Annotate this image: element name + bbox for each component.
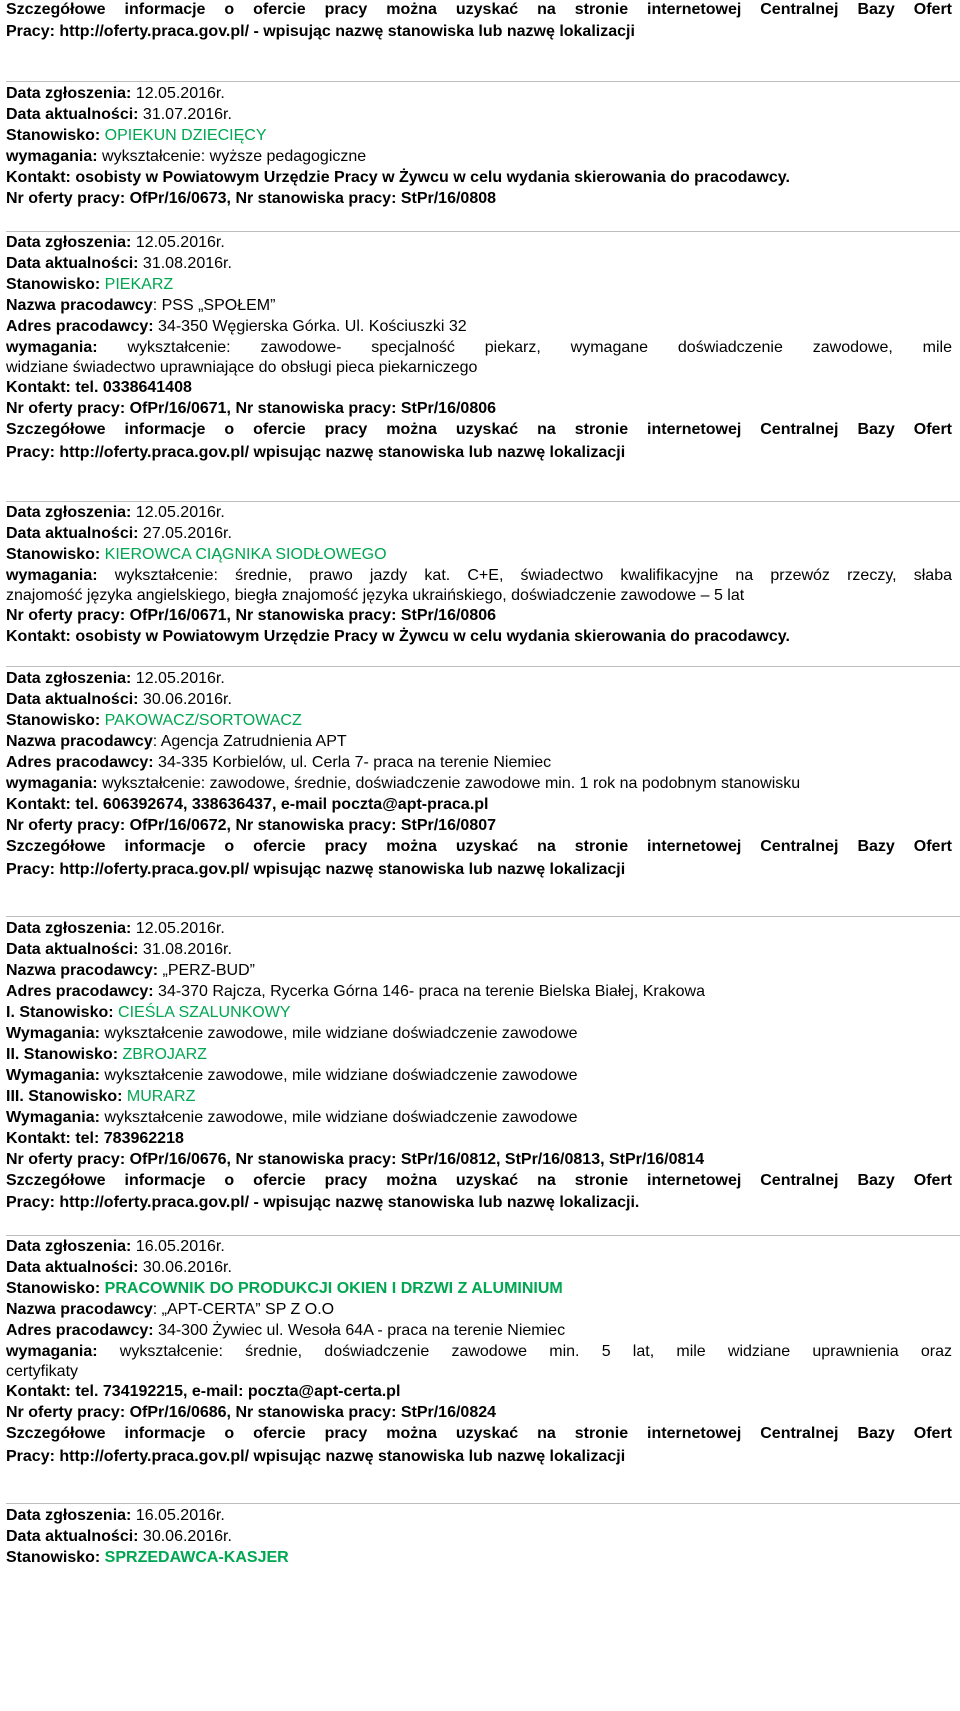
info-line: Pracy: http://oferty.praca.gov.pl/ - wpisując nazwę stanowiska lub nazwę lokalizacji. [6, 1194, 640, 1211]
contact: Kontakt: tel. 0338641408 [6, 379, 192, 396]
submission-date: Data zgłoszenia: 12.05.2016r. [6, 504, 225, 521]
position: Stanowisko: OPIEKUN DZIECIĘCY [6, 127, 267, 144]
update-date: Data aktualności: 30.06.2016r. [6, 691, 232, 708]
requirements: wymagania: wykształcenie: średnie, prawo jazdy kat. C+E, świadectwo kwalifikacyjne na przewóz rzeczy, słaba [6, 567, 952, 584]
update-date: Data aktualności: 30.06.2016r. [6, 1259, 232, 1276]
info-line: Szczegółowe informacje o ofercie pracy można uzyskać na stronie internetowej Centralnej Bazy Ofert [6, 1, 952, 18]
separator [6, 666, 960, 667]
employer-address: Adres pracodawcy: 34-350 Węgierska Górka. Ul. Kościuszki 32 [6, 318, 467, 335]
contact: Kontakt: tel. 606392674, 338636437, e-mail poczta@apt-praca.pl [6, 796, 489, 813]
position: Stanowisko: PRACOWNIK DO PRODUKCJI OKIEN I DRZWI Z ALUMINIUM [6, 1280, 563, 1297]
separator [6, 501, 960, 502]
position: Stanowisko: PIEKARZ [6, 276, 174, 293]
offer-number: Nr oferty pracy: OfPr/16/0676, Nr stanowiska pracy: StPr/16/0812, StPr/16/0813, StPr/16/0814 [6, 1151, 705, 1168]
employer-address: Adres pracodawcy: 34-300 Żywiec ul. Wesoła 64A - praca na terenie Niemiec [6, 1322, 566, 1339]
requirements: wymagania: wykształcenie: wyższe pedagogiczne [6, 148, 367, 165]
contact: Kontakt: osobisty w Powiatowym Urzędzie Pracy w Żywcu w celu wydania skierowania do pracodawcy. [6, 169, 790, 186]
employer-name: Nazwa pracodawcy: „APT-CERTA” SP Z O.O [6, 1301, 335, 1318]
update-date: Data aktualności: 31.07.2016r. [6, 106, 232, 123]
requirements-continued: znajomość języka angielskiego, biegła znajomość języka ukraińskiego, doświadczenie zawodowe – 5 lat [6, 587, 745, 604]
position: Stanowisko: PAKOWACZ/SORTOWACZ [6, 712, 302, 729]
submission-date: Data zgłoszenia: 12.05.2016r. [6, 234, 225, 251]
info-line: Pracy: http://oferty.praca.gov.pl/ - wpisując nazwę stanowiska lub nazwę lokalizacji [6, 23, 635, 40]
position-2: II. Stanowisko: ZBROJARZ [6, 1046, 207, 1063]
offer-number: Nr oferty pracy: OfPr/16/0673, Nr stanowiska pracy: StPr/16/0808 [6, 190, 497, 207]
update-date: Data aktualności: 30.06.2016r. [6, 1528, 232, 1545]
requirements-continued: certyfikaty [6, 1363, 79, 1380]
employer-name: Nazwa pracodawcy: Agencja Zatrudnienia APT [6, 733, 347, 750]
position-1: I. Stanowisko: CIEŚLA SZALUNKOWY [6, 1004, 291, 1021]
update-date: Data aktualności: 31.08.2016r. [6, 941, 232, 958]
info-line: Szczegółowe informacje o ofercie pracy można uzyskać na stronie internetowej Centralnej Bazy Ofert [6, 1425, 952, 1442]
requirements-continued: widziane świadectwo uprawniające do obsługi pieca piekarniczego [6, 359, 478, 376]
requirements: Wymagania: wykształcenie zawodowe, mile widziane doświadczenie zawodowe [6, 1067, 578, 1084]
info-line: Szczegółowe informacje o ofercie pracy można uzyskać na stronie internetowej Centralnej Bazy Ofert [6, 1172, 952, 1189]
offer-number: Nr oferty pracy: OfPr/16/0671, Nr stanowiska pracy: StPr/16/0806 [6, 400, 497, 417]
employer-name: Nazwa pracodawcy: „PERZ-BUD” [6, 962, 255, 979]
requirements: Wymagania: wykształcenie zawodowe, mile widziane doświadczenie zawodowe [6, 1025, 578, 1042]
update-date: Data aktualności: 27.05.2016r. [6, 525, 232, 542]
submission-date: Data zgłoszenia: 16.05.2016r. [6, 1238, 225, 1255]
requirements: wymagania: wykształcenie: zawodowe, średnie, doświadczenie zawodowe min. 1 rok na podobnym stanowisku [6, 775, 801, 792]
employer-address: Adres pracodawcy: 34-370 Rajcza, Rycerka Górna 146- praca na terenie Bielska Białej, Krakowa [6, 983, 705, 1000]
info-line: Szczegółowe informacje o ofercie pracy można uzyskać na stronie internetowej Centralnej Bazy Ofert [6, 421, 952, 438]
update-date: Data aktualności: 31.08.2016r. [6, 255, 232, 272]
info-line: Pracy: http://oferty.praca.gov.pl/ wpisując nazwę stanowiska lub nazwę lokalizacji [6, 1448, 626, 1465]
employer-name: Nazwa pracodawcy: PSS „SPOŁEM” [6, 297, 276, 314]
separator [6, 1235, 960, 1236]
info-line: Szczegółowe informacje o ofercie pracy można uzyskać na stronie internetowej Centralnej Bazy Ofert [6, 838, 952, 855]
employer-address: Adres pracodawcy: 34-335 Korbielów, ul. Cerla 7- praca na terenie Niemiec [6, 754, 552, 771]
submission-date: Data zgłoszenia: 12.05.2016r. [6, 85, 225, 102]
offer-number: Nr oferty pracy: OfPr/16/0686, Nr stanowiska pracy: StPr/16/0824 [6, 1404, 497, 1421]
offer-number: Nr oferty pracy: OfPr/16/0672, Nr stanowiska pracy: StPr/16/0807 [6, 817, 497, 834]
info-line: Pracy: http://oferty.praca.gov.pl/ wpisując nazwę stanowiska lub nazwę lokalizacji [6, 444, 626, 461]
position: Stanowisko: SPRZEDAWCA-KASJER [6, 1549, 289, 1566]
requirements: wymagania: wykształcenie: zawodowe- specjalność piekarz, wymagane doświadczenie zawodowe, mile [6, 339, 952, 356]
offer-number: Nr oferty pracy: OfPr/16/0671, Nr stanowiska pracy: StPr/16/0806 [6, 607, 497, 624]
separator [6, 81, 960, 82]
separator [6, 916, 960, 917]
submission-date: Data zgłoszenia: 12.05.2016r. [6, 670, 225, 687]
requirements: Wymagania: wykształcenie zawodowe, mile widziane doświadczenie zawodowe [6, 1109, 578, 1126]
separator [6, 231, 960, 232]
submission-date: Data zgłoszenia: 16.05.2016r. [6, 1507, 225, 1524]
requirements: wymagania: wykształcenie: średnie, doświadczenie zawodowe min. 5 lat, mile widziane uprawnienia oraz [6, 1343, 952, 1360]
position-3: III. Stanowisko: MURARZ [6, 1088, 196, 1105]
contact: Kontakt: osobisty w Powiatowym Urzędzie Pracy w Żywcu w celu wydania skierowania do pracodawcy. [6, 628, 790, 645]
contact: Kontakt: tel: 783962218 [6, 1130, 184, 1147]
info-line: Pracy: http://oferty.praca.gov.pl/ wpisując nazwę stanowiska lub nazwę lokalizacji [6, 861, 626, 878]
submission-date: Data zgłoszenia: 12.05.2016r. [6, 920, 225, 937]
position: Stanowisko: KIEROWCA CIĄGNIKA SIODŁOWEGO [6, 546, 387, 563]
contact: Kontakt: tel. 734192215, e-mail: poczta@apt-certa.pl [6, 1383, 401, 1400]
separator [6, 1503, 960, 1504]
